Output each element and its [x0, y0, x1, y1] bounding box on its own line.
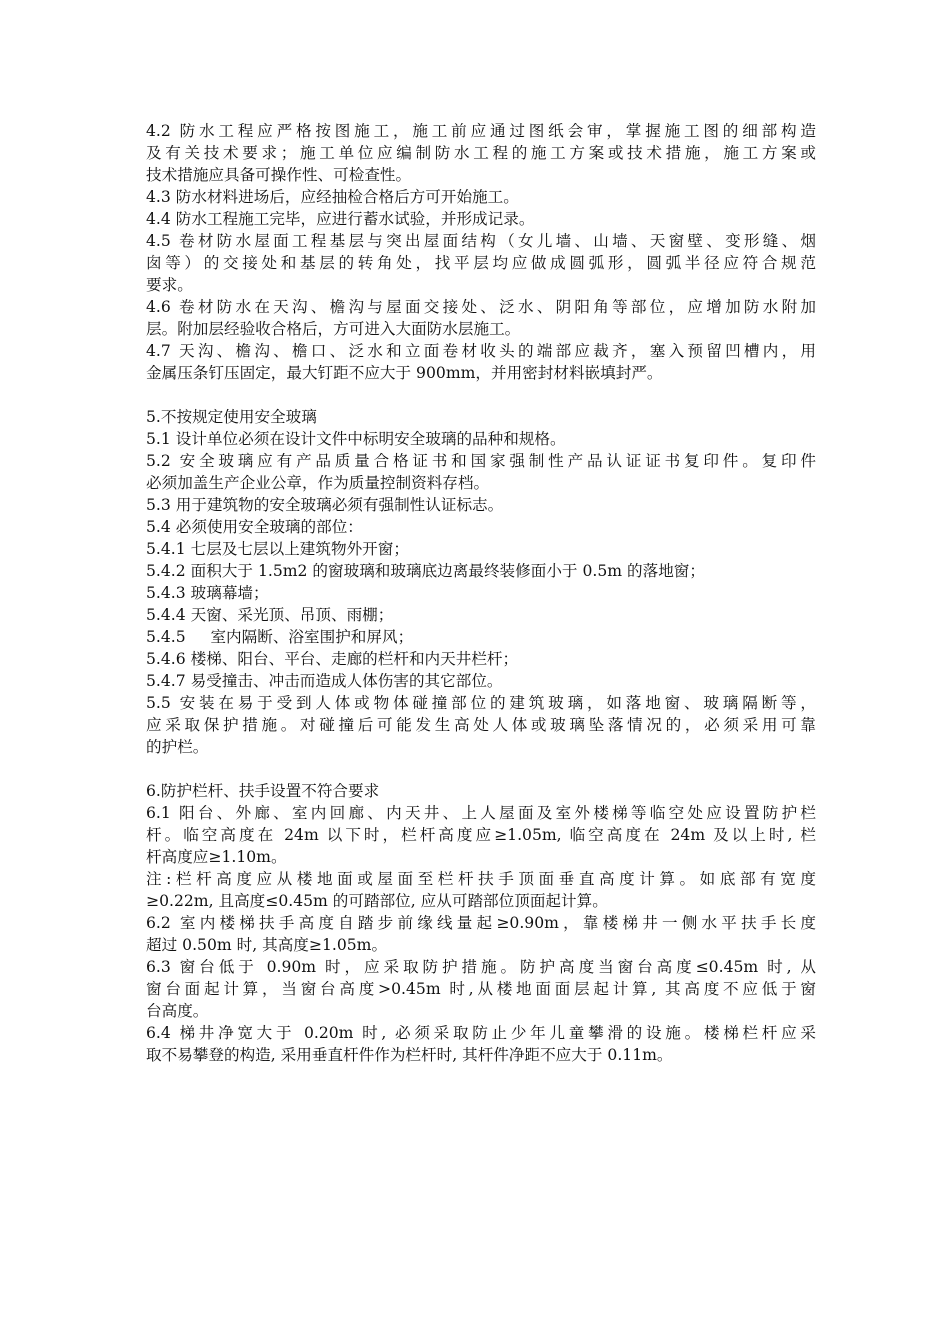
text-line: 要求。 — [146, 276, 193, 294]
text-line: 4.4 防水工程施工完毕，应进行蓄水试验，并形成记录。 — [146, 210, 535, 228]
text-line: ≥0.22m, 且高度≤0.45m 的可踏部位, 应从可踏部位顶面起计算。 — [146, 892, 608, 910]
text-line: 4.6 卷材防水在天沟、檐沟与屋面交接处、泛水、阴阳角等部位，应增加防水附加 — [146, 298, 816, 316]
text-line: 4.7 天沟、檐沟、檐口、泛水和立面卷材收头的端部应裁齐，塞入预留凹槽内，用 — [146, 342, 816, 360]
text-line: 5.4.3 玻璃幕墙； — [146, 584, 269, 602]
text-line: 超过 0.50m 时, 其高度≥1.05m。 — [146, 936, 388, 954]
text-line: 技术措施应具备可操作性、可检查性。 — [146, 166, 412, 184]
text-line: 5.不按规定使用安全玻璃 — [146, 408, 317, 426]
text-line: 6.1 阳台、外廊、室内回廊、内天井、上人屋面及室外楼梯等临空处应设置防护栏 — [146, 804, 816, 822]
text-line: 6.防护栏杆、扶手设置不符合要求 — [146, 782, 380, 800]
text-line: 4.5 卷材防水屋面工程基层与突出屋面结构（女儿墙、山墙、天窗壁、变形缝、烟 — [146, 232, 816, 250]
blank-line — [146, 384, 816, 406]
text-line: 5.4.5 室内隔断、浴室围护和屏风； — [146, 628, 414, 646]
text-line: 5.4.2 面积大于 1.5m2 的窗玻璃和玻璃底边离最终装修面小于 0.5m 的落地窗； — [146, 562, 705, 580]
text-line: 层。附加层经验收合格后，方可进入大面防水层施工。 — [146, 320, 521, 338]
text-line: 杆高度应≥1.10m。 — [146, 848, 287, 866]
text-line: 金属压条钉压固定，最大钉距不应大于 900mm，并用密封材料嵌填封严。 — [146, 364, 663, 382]
text-line: 5.4.1 七层及七层以上建筑物外开窗； — [146, 540, 409, 558]
text-line: 6.4 梯井净宽大于 0.20m 时, 必须采取防止少年儿童攀滑的设施。楼梯栏杆应采 — [146, 1024, 816, 1042]
text-line: 台高度。 — [146, 1002, 209, 1020]
text-line: 囱等）的交接处和基层的转角处，找平层均应做成圆弧形，圆弧半径应符合规范 — [146, 254, 816, 272]
text-line: 6.3 窗台低于 0.90m 时，应采取防护措施。防护高度当窗台高度≤0.45m 时, 从 — [146, 958, 816, 976]
text-line: 5.1 设计单位必须在设计文件中标明安全玻璃的品种和规格。 — [146, 430, 566, 448]
text-line: 5.4.6 楼梯、阳台、平台、走廊的栏杆和内天井栏杆； — [146, 650, 519, 668]
text-line: 及有关技术要求；施工单位应编制防水工程的施工方案或技术措施，施工方案或 — [146, 144, 816, 162]
text-line: 杆。临空高度在 24m 以下时，栏杆高度应≥1.05m, 临空高度在 24m 及以上时, 栏 — [146, 826, 816, 844]
text-line: 5.2 安全玻璃应有产品质量合格证书和国家强制性产品认证证书复印件。复印件 — [146, 452, 816, 470]
text-line: 注:栏杆高度应从楼地面或屋面至栏杆扶手顶面垂直高度计算。如底部有宽度 — [146, 870, 816, 888]
text-line: 必须加盖生产企业公章，作为质量控制资料存档。 — [146, 474, 490, 492]
text-line: 6.2 室内楼梯扶手高度自踏步前缘线量起≥0.90m，靠楼梯井一侧水平扶手长度 — [146, 914, 816, 932]
text-line: 应采取保护措施。对碰撞后可能发生高处人体或玻璃坠落情况的，必须采用可靠 — [146, 716, 816, 734]
text-line: 5.3 用于建筑物的安全玻璃必须有强制性认证标志。 — [146, 496, 504, 514]
text-line: 窗台面起计算，当窗台高度>0.45m 时,从楼地面面层起计算, 其高度不应低于窗 — [146, 980, 816, 998]
text-line: 取不易攀登的构造, 采用垂直杆件作为栏杆时, 其杆件净距不应大于 0.11m。 — [146, 1046, 673, 1064]
text-line: 4.3 防水材料进场后，应经抽检合格后方可开始施工。 — [146, 188, 519, 206]
text-line: 5.4 必须使用安全玻璃的部位： — [146, 518, 363, 536]
text-line: 5.4.7 易受撞击、冲击而造成人体伤害的其它部位。 — [146, 672, 503, 690]
text-line: 5.4.4 天窗、采光顶、吊顶、雨棚； — [146, 606, 394, 624]
text-line: 5.5 安装在易于受到人体或物体碰撞部位的建筑玻璃，如落地窗、玻璃隔断等， — [146, 694, 816, 712]
text-line: 4.2 防水工程应严格按图施工，施工前应通过图纸会审，掌握施工图的细部构造 — [146, 122, 816, 140]
blank-line — [146, 758, 816, 780]
text-line: 的护栏。 — [146, 738, 209, 756]
document-page — [146, 120, 816, 1066]
